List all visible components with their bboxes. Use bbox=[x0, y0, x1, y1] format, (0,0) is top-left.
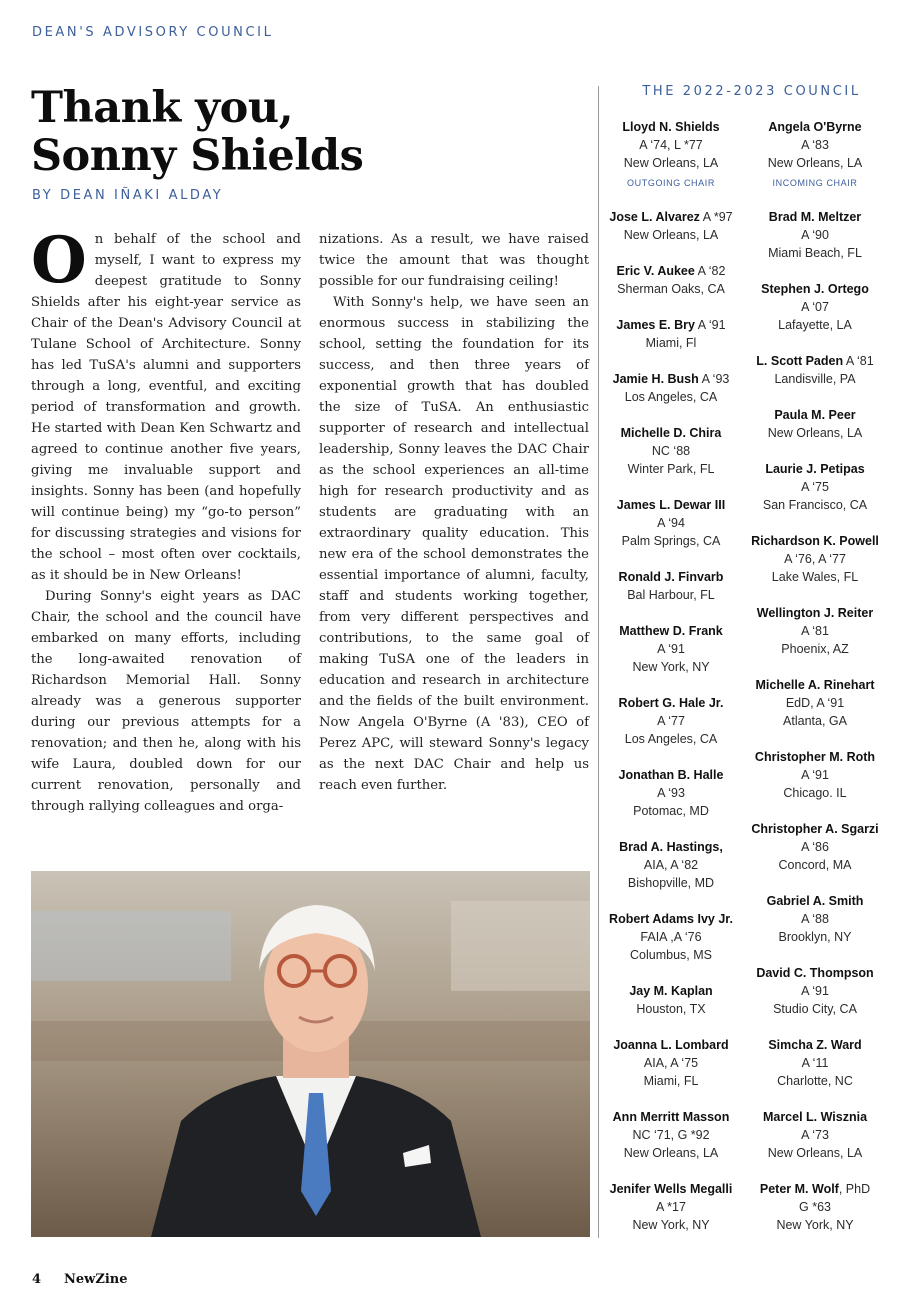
member-detail: Columbus, MS bbox=[630, 948, 712, 962]
council-member bbox=[596, 568, 746, 604]
member-line bbox=[740, 532, 890, 550]
member-line bbox=[596, 496, 746, 514]
member-detail: A ‘91 bbox=[657, 642, 685, 656]
member-degree: A ‘82 bbox=[697, 264, 726, 278]
member-detail: NC ‘88 bbox=[651, 444, 691, 458]
member-detail: Lafayette, LA bbox=[778, 318, 852, 332]
title-line-2: Sonny Shields bbox=[31, 131, 364, 181]
council-member bbox=[740, 1180, 890, 1234]
member-line bbox=[740, 460, 890, 478]
member-detail: Los Angeles, CA bbox=[624, 390, 718, 404]
member-name: Michelle A. Rinehart bbox=[755, 678, 875, 692]
council-member bbox=[740, 118, 890, 192]
member-line bbox=[740, 1180, 890, 1198]
member-detail: AIA, A ‘82 bbox=[643, 858, 699, 872]
portrait-illustration bbox=[31, 871, 590, 1237]
member-line bbox=[596, 910, 746, 928]
member-detail: Potomac, MD bbox=[633, 804, 709, 818]
member-detail: New York, NY bbox=[632, 1218, 710, 1232]
member-line bbox=[596, 262, 746, 280]
member-line bbox=[740, 118, 890, 136]
member-line bbox=[596, 1108, 746, 1126]
council-member bbox=[596, 496, 746, 550]
council-member bbox=[740, 352, 890, 388]
paragraph: nizations. As a result, we have raised twice the amount that was thought possible for our fundraising ceiling! bbox=[319, 232, 589, 289]
member-degree: A ‘81 bbox=[845, 354, 874, 368]
member-detail: A ‘93 bbox=[657, 786, 685, 800]
member-detail: Los Angeles, CA bbox=[624, 732, 718, 746]
member-name: Christopher A. Sgarzi bbox=[751, 822, 879, 836]
member-detail: A ‘75 bbox=[801, 480, 829, 494]
member-name: Brad M. Meltzer bbox=[768, 210, 862, 224]
council-member bbox=[596, 262, 746, 298]
member-detail: A ‘91 bbox=[801, 984, 829, 998]
member-detail: A ‘86 bbox=[801, 840, 829, 854]
member-detail: Atlanta, GA bbox=[783, 714, 847, 728]
member-line bbox=[596, 982, 746, 1000]
member-name: L. Scott Paden bbox=[756, 354, 844, 368]
council-member bbox=[740, 208, 890, 262]
member-detail: AIA, A ‘75 bbox=[643, 1056, 699, 1070]
member-detail: A ‘83 bbox=[801, 138, 829, 152]
member-detail: Landisville, PA bbox=[774, 372, 856, 386]
member-detail: A ‘07 bbox=[801, 300, 829, 314]
member-name: Robert G. Hale Jr. bbox=[618, 696, 724, 710]
member-line bbox=[596, 370, 746, 388]
publication-name: NewZine bbox=[64, 1272, 128, 1287]
member-detail: FAIA ,A ‘76 bbox=[640, 930, 702, 944]
member-line bbox=[596, 1180, 746, 1198]
member-detail: New Orleans, LA bbox=[623, 1146, 719, 1160]
member-line bbox=[596, 766, 746, 784]
member-name: David C. Thompson bbox=[756, 966, 874, 980]
member-detail: A ‘81 bbox=[801, 624, 829, 638]
member-detail: A ‘76, A ‘77 bbox=[784, 552, 846, 566]
council-member bbox=[596, 1108, 746, 1162]
member-line bbox=[596, 1036, 746, 1054]
member-name: Robert Adams Ivy Jr. bbox=[609, 912, 733, 926]
council-member bbox=[740, 676, 890, 730]
member-detail: Chicago. IL bbox=[783, 786, 847, 800]
council-member bbox=[596, 118, 746, 192]
member-detail: A ‘88 bbox=[801, 912, 829, 926]
member-line bbox=[596, 316, 746, 334]
council-member bbox=[596, 910, 746, 964]
member-detail: New Orleans, LA bbox=[767, 156, 863, 170]
member-degree: , PhD bbox=[838, 1182, 871, 1196]
member-detail: A ‘73 bbox=[801, 1128, 829, 1142]
council-member bbox=[596, 316, 746, 352]
title-line-1: Thank you, bbox=[31, 83, 294, 133]
member-detail: Lake Wales, FL bbox=[771, 570, 859, 584]
member-detail: San Francisco, CA bbox=[762, 498, 868, 512]
member-name: James E. Bry bbox=[616, 318, 695, 332]
member-degree: A ‘91 bbox=[697, 318, 726, 332]
member-detail: A ‘77 bbox=[657, 714, 685, 728]
member-detail: Winter Park, FL bbox=[627, 462, 715, 476]
member-detail: A ‘11 bbox=[801, 1056, 829, 1070]
member-detail: New Orleans, LA bbox=[767, 426, 863, 440]
paragraph: During Sonny's eight years as DAC Chair, the school and the council have embarked on many efforts, including the long-awaited renovation of Richardson Memorial Hall. Sonny already was a generous supporter during our previous attempts for a renovation; and then he, along with his wife Laura, doubled down for our current renovation, personally and through rallying colleagues and orga- bbox=[31, 589, 301, 814]
member-detail: A ‘91 bbox=[801, 768, 829, 782]
council-member bbox=[596, 424, 746, 478]
portrait-photo bbox=[31, 871, 590, 1237]
article-column-2 bbox=[319, 229, 589, 796]
member-detail: Palm Springs, CA bbox=[621, 534, 721, 548]
council-member bbox=[740, 820, 890, 874]
member-line bbox=[740, 748, 890, 766]
council-member bbox=[740, 460, 890, 514]
article-column-1 bbox=[31, 223, 301, 817]
member-name: Brad A. Hastings, bbox=[619, 840, 723, 854]
member-line bbox=[596, 694, 746, 712]
member-detail: A ‘74, L *77 bbox=[639, 138, 703, 152]
council-member bbox=[740, 1108, 890, 1162]
council-member bbox=[740, 1036, 890, 1090]
member-line bbox=[740, 892, 890, 910]
byline: BY DEAN IÑAKI ALDAY bbox=[32, 188, 224, 203]
member-name: Jay M. Kaplan bbox=[629, 984, 713, 998]
member-line bbox=[740, 820, 890, 838]
member-detail: A ‘94 bbox=[657, 516, 685, 530]
paragraph-text: n behalf of the school and myself, I want to express my deepest gratitude to Sonny Shields after his eight-year service as Chair of the Dean's Advisory Council at Tulane School of Architecture. Sonny has led TuSA's alumni and supporters through a long, eventful, and exciting period of transformation and growth. He started with Dean Ken Schwartz and agreed to continue another five years, giving me invaluable support and insights. Sonny has been (and hopefully will continue being) my “go-to person” for discussing strategies and visions for the school – most often over cocktails, as it should be in New Orleans! bbox=[31, 232, 301, 583]
council-member bbox=[596, 838, 746, 892]
council-member bbox=[596, 694, 746, 748]
council-member bbox=[740, 748, 890, 802]
member-degree: A *97 bbox=[702, 210, 733, 224]
member-name: Richardson K. Powell bbox=[751, 534, 879, 548]
council-member bbox=[740, 532, 890, 586]
council-member bbox=[740, 964, 890, 1018]
member-detail: Brooklyn, NY bbox=[778, 930, 852, 944]
member-line bbox=[740, 1036, 890, 1054]
member-detail: Sherman Oaks, CA bbox=[617, 282, 725, 296]
member-name: Joanna L. Lombard bbox=[613, 1038, 729, 1052]
member-line bbox=[740, 964, 890, 982]
member-name: Marcel L. Wisznia bbox=[762, 1110, 868, 1124]
council-member bbox=[596, 208, 746, 244]
member-name: Wellington J. Reiter bbox=[756, 606, 874, 620]
member-detail: New York, NY bbox=[632, 660, 710, 674]
member-detail: Concord, MA bbox=[778, 858, 852, 872]
member-name: Jonathan B. Halle bbox=[618, 768, 724, 782]
article-title bbox=[31, 84, 531, 180]
member-name: Ronald J. Finvarb bbox=[618, 570, 724, 584]
member-name: Paula M. Peer bbox=[774, 408, 856, 422]
member-name: Lloyd N. Shields bbox=[622, 120, 720, 134]
member-name: Ann Merritt Masson bbox=[612, 1110, 730, 1124]
council-member bbox=[740, 406, 890, 442]
member-line bbox=[740, 1108, 890, 1126]
member-name: Michelle D. Chira bbox=[620, 426, 722, 440]
member-line bbox=[596, 118, 746, 136]
council-member bbox=[596, 1180, 746, 1234]
member-line bbox=[740, 208, 890, 226]
member-name: Peter M. Wolf bbox=[759, 1182, 839, 1196]
member-detail: Bishopville, MD bbox=[627, 876, 715, 890]
drop-cap: O bbox=[31, 223, 87, 298]
member-name: Jenifer Wells Megalli bbox=[609, 1182, 733, 1196]
council-member bbox=[596, 982, 746, 1018]
member-name: Jamie H. Bush bbox=[612, 372, 699, 386]
member-name: Gabriel A. Smith bbox=[766, 894, 864, 908]
member-detail: Miami, FL bbox=[643, 1074, 699, 1088]
member-detail: NC ‘71, G *92 bbox=[632, 1128, 710, 1142]
member-line bbox=[740, 676, 890, 694]
member-line bbox=[740, 604, 890, 622]
member-line bbox=[740, 406, 890, 424]
member-detail: New Orleans, LA bbox=[623, 228, 719, 242]
member-name: Simcha Z. Ward bbox=[768, 1038, 862, 1052]
member-name: Stephen J. Ortego bbox=[761, 282, 869, 296]
member-name: Matthew D. Frank bbox=[619, 624, 723, 638]
member-detail: A ‘90 bbox=[801, 228, 829, 242]
section-label: DEAN'S ADVISORY COUNCIL bbox=[32, 25, 274, 40]
member-line bbox=[596, 838, 746, 856]
member-line bbox=[740, 352, 890, 370]
member-name: Christopher M. Roth bbox=[754, 750, 876, 764]
member-detail: New Orleans, LA bbox=[767, 1146, 863, 1160]
member-name: Laurie J. Petipas bbox=[765, 462, 865, 476]
member-detail: Miami, Fl bbox=[645, 336, 697, 350]
council-member bbox=[596, 1036, 746, 1090]
council-member bbox=[740, 892, 890, 946]
member-detail: Miami Beach, FL bbox=[768, 246, 862, 260]
member-detail: Phoenix, AZ bbox=[781, 642, 849, 656]
council-member bbox=[596, 622, 746, 676]
member-detail: EdD, A ‘91 bbox=[785, 696, 845, 710]
member-line bbox=[596, 208, 746, 226]
member-line bbox=[740, 280, 890, 298]
member-line bbox=[596, 424, 746, 442]
member-detail: Studio City, CA bbox=[773, 1002, 857, 1016]
member-detail: Houston, TX bbox=[636, 1002, 706, 1016]
council-member bbox=[596, 766, 746, 820]
council-title: THE 2022-2023 COUNCIL bbox=[642, 84, 861, 99]
council-member bbox=[740, 280, 890, 334]
member-name: Jose L. Alvarez bbox=[609, 210, 700, 224]
member-name: Eric V. Aukee bbox=[616, 264, 695, 278]
paragraph bbox=[31, 223, 301, 586]
page-number: 4 bbox=[32, 1272, 42, 1287]
member-role: OUTGOING CHAIR bbox=[627, 178, 715, 188]
paragraph: With Sonny's help, we have seen an enormous success in stabilizing the school, setting the foundation for its success, and then three years of exponential growth that has doubled the size of TuSA. An enthusiastic supporter of research and intellectual leadership, Sonny leaves the DAC Chair as the school experiences an all-time high for research productivity and as students are graduating with an extraordinary quality education. This new era of the school demonstrates the essential importance of alumni, faculty, staff and students working together, from very different perspectives and contributions, to the same goal of making TuSA one of the leaders in education and research in architecture and the fields of the built environment. Now Angela O'Byrne (A '83), CEO of Perez APC, will steward Sonny's legacy as the next DAC Chair and help us reach even further. bbox=[319, 295, 589, 793]
member-detail: Charlotte, NC bbox=[777, 1074, 853, 1088]
member-name: James L. Dewar III bbox=[616, 498, 726, 512]
member-name: Angela O'Byrne bbox=[768, 120, 862, 134]
member-detail: G *63 bbox=[799, 1200, 831, 1214]
member-detail: A *17 bbox=[656, 1200, 686, 1214]
member-line bbox=[596, 568, 746, 586]
member-degree: A ‘93 bbox=[701, 372, 730, 386]
member-detail: New York, NY bbox=[776, 1218, 854, 1232]
member-detail: Bal Harbour, FL bbox=[627, 588, 715, 602]
member-role: INCOMING CHAIR bbox=[772, 178, 858, 188]
member-line bbox=[596, 622, 746, 640]
council-member bbox=[740, 604, 890, 658]
council-member bbox=[596, 370, 746, 406]
member-detail: New Orleans, LA bbox=[623, 156, 719, 170]
